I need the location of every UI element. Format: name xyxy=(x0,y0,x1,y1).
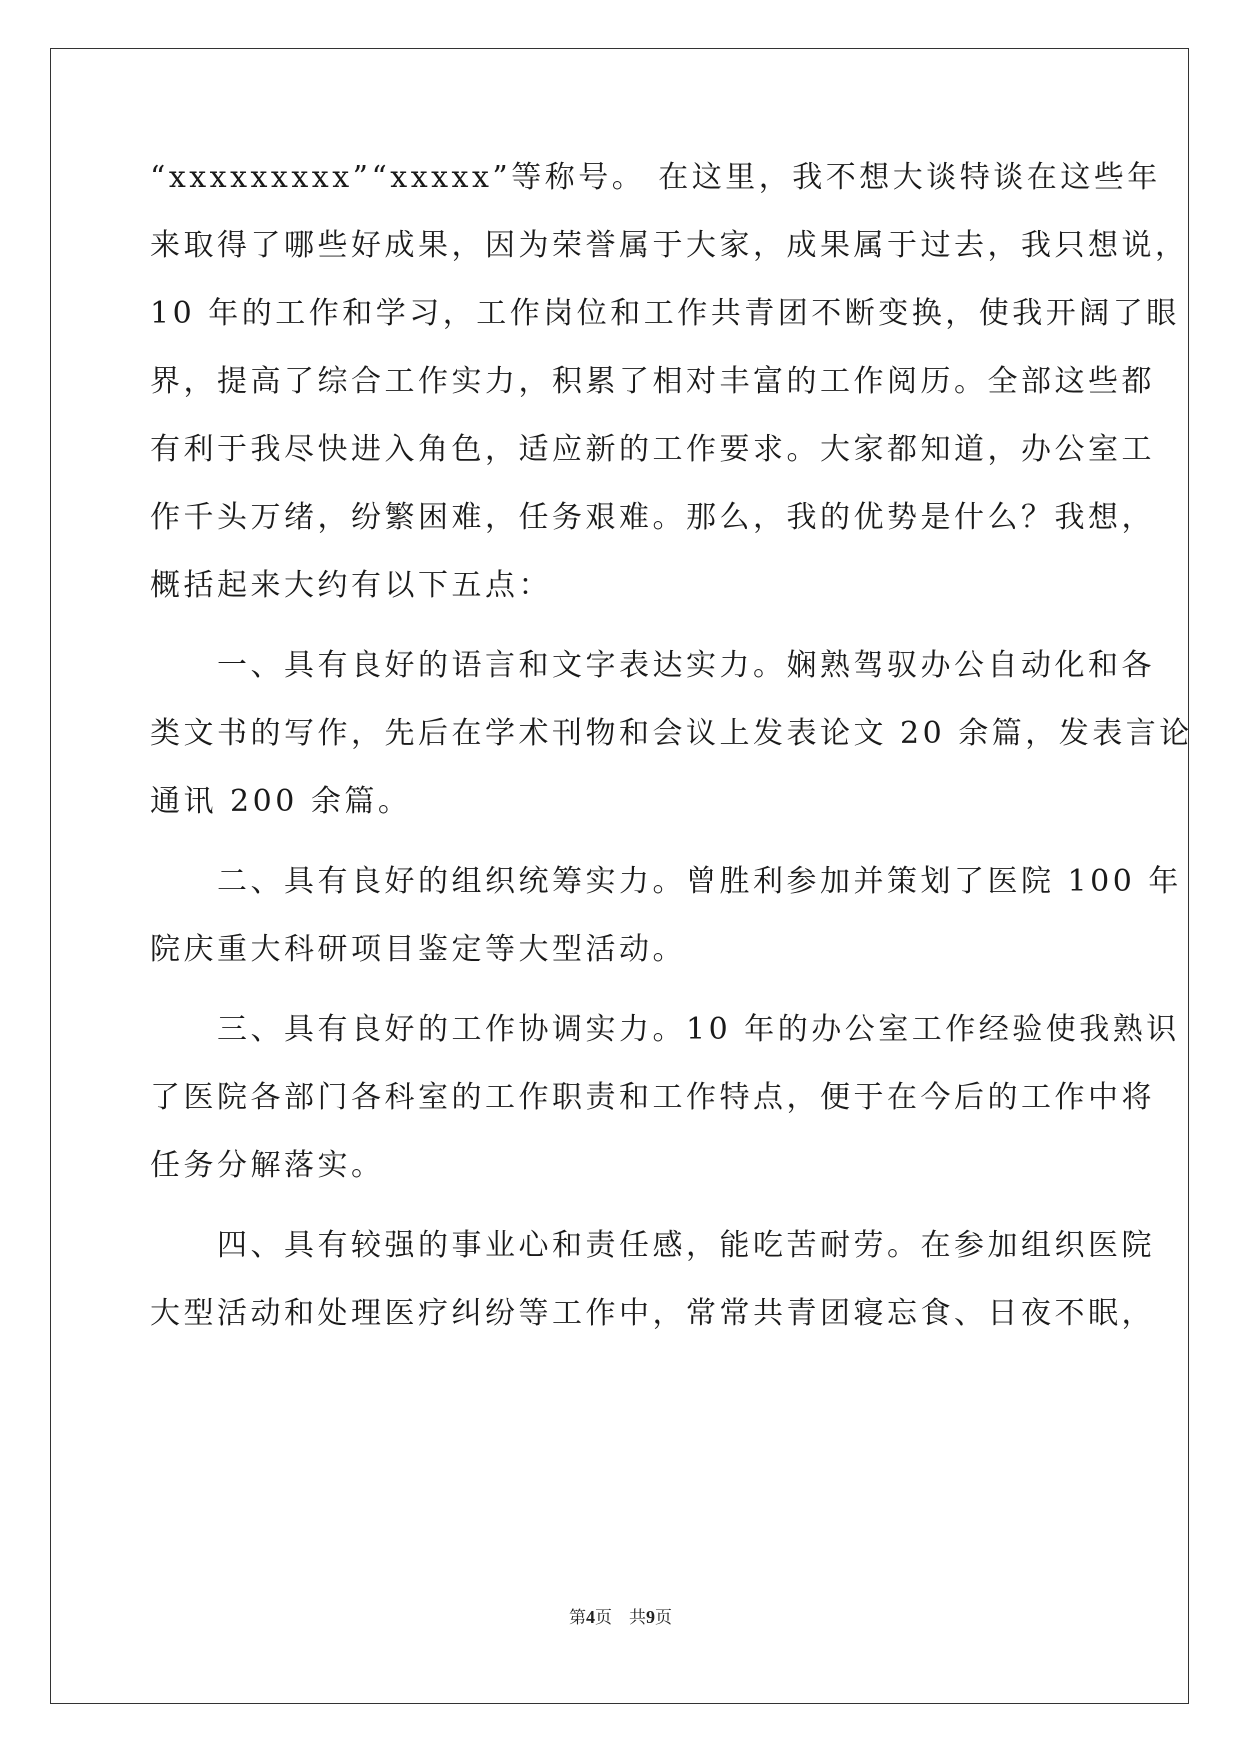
text-line: 来取得了哪些好成果，因为荣誉属于大家，成果属于过去，我只想说， xyxy=(150,228,1189,263)
footer-prefix: 第 xyxy=(569,1608,586,1628)
text-line: 了医院各部门各科室的工作职责和工作特点，便于在今后的工作中将 xyxy=(150,1080,1155,1115)
footer-suffix: 页 xyxy=(655,1608,672,1628)
text-line: 有利于我尽快进入角色，适应新的工作要求。大家都知道，办公室工 xyxy=(150,432,1155,467)
page-footer xyxy=(0,1603,1241,1628)
text-line: 界，提高了综合工作实力，积累了相对丰富的工作阅历。全部这些都 xyxy=(150,364,1155,399)
text-line: 类文书的写作，先后在学术刊物和会议上发表论文 20 余篇，发表言论 xyxy=(150,716,1193,751)
text-line: 四、具有较强的事业心和责任感，能吃苦耐劳。在参加组织医院 xyxy=(150,1228,1155,1263)
text-line: 院庆重大科研项目鉴定等大型活动。 xyxy=(150,932,686,967)
text-line: 任务分解落实。 xyxy=(150,1148,385,1183)
text-line: “xxxxxxxxx”“xxxxx”等称号。 在这里，我不想大谈特谈在这些年 xyxy=(150,160,1161,195)
text-line: 通讯 200 余篇。 xyxy=(150,784,412,819)
total-page-count: 9 xyxy=(646,1607,655,1627)
text-line: 大型活动和处理医疗纠纷等工作中，常常共青团寝忘食、日夜不眠， xyxy=(150,1296,1155,1331)
text-line: 概括起来大约有以下五点： xyxy=(150,568,552,603)
text-line: 10 年的工作和学习，工作岗位和工作共青团不断变换，使我开阔了眼 xyxy=(150,296,1180,331)
text-line: 二、具有良好的组织统筹实力。曾胜利参加并策划了医院 100 年 xyxy=(150,864,1182,899)
text-line: 作千头万绪，纷繁困难，任务艰难。那么，我的优势是什么？我想， xyxy=(150,500,1155,535)
footer-middle: 页 共 xyxy=(595,1608,646,1628)
text-line: 一、具有良好的语言和文字表达实力。娴熟驾驭办公自动化和各 xyxy=(150,648,1155,683)
text-line: 三、具有良好的工作协调实力。10 年的办公室工作经验使我熟识 xyxy=(150,1012,1180,1047)
current-page-number: 4 xyxy=(586,1607,595,1627)
